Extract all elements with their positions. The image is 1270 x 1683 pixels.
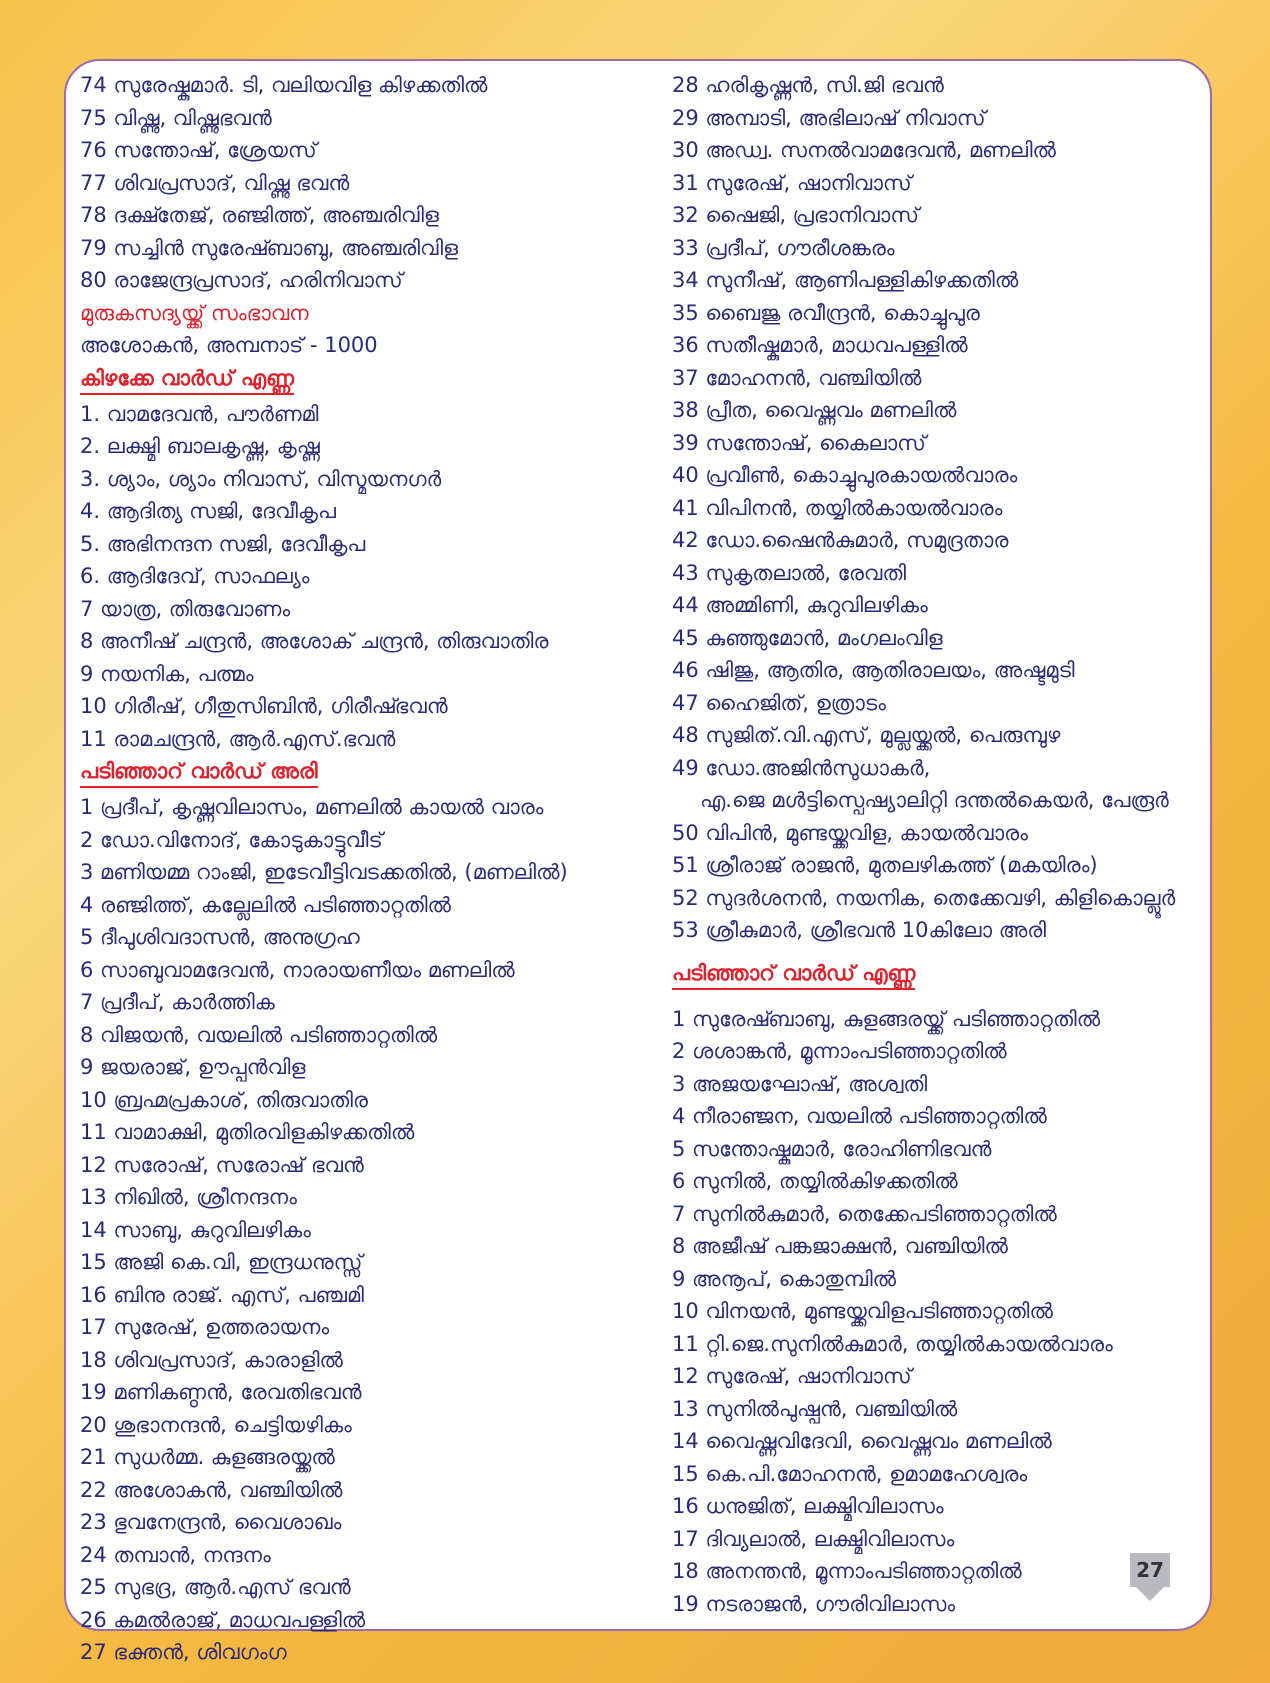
list-item: 13 നിഖിൽ, ശ്രീനന്ദനം	[80, 1185, 297, 1209]
list-item: 35 ബൈജു രവീന്ദ്രൻ, കൊച്ചുപുര	[672, 300, 980, 325]
list-item: 20 ശുഭാനന്ദൻ, ചെട്ടിയഴികം	[80, 1412, 352, 1437]
list-item: 30 അഡ്വ. സനൽവാമദേവൻ, മണലിൽ	[672, 138, 1056, 162]
list-item: 2 ഡോ.വിനോദ്, കോടുകാട്ടുവീട്	[80, 827, 383, 852]
list-item: 5 സന്തോഷ്കുമാർ, രോഹിണിഭവൻ	[672, 1136, 992, 1161]
list-item: 29 അമ്പാടി, അഭിലാഷ് നിവാസ്	[672, 105, 986, 130]
list-item: 33 പ്രദീപ്, ഗൗരീശങ്കരം	[672, 235, 895, 260]
list-item: 42 ഡോ.ഷൈൻകുമാർ, സമുദ്രതാര	[672, 528, 1009, 552]
list-item: 75 വിഷ്ണു, വിഷ്ണുഭവൻ	[80, 105, 272, 130]
list-item: 4. ആദിത്യ സജി, ദേവീകൃപ	[80, 499, 336, 523]
list-item: 10 ഗിരീഷ്, ഗീതുസിബിൻ, ഗിരീഷ്ഭവൻ	[80, 694, 448, 718]
list-item: 9 അനൂപ്, കൊതുമ്പിൽ	[672, 1266, 897, 1291]
list-item: 2 ശശാങ്കൻ, മൂന്നാംപടിഞ്ഞാറ്റതിൽ	[672, 1039, 1007, 1063]
list-item: 3. ശ്യാം, ശ്യാം നിവാസ്, വിസ്മയനഗർ	[80, 466, 442, 491]
list-item: 18 ശിവപ്രസാദ്, കാരാളിൽ	[80, 1347, 343, 1372]
list-item: 1 പ്രദീപ്, കൃഷ്ണവിലാസം, മണലിൽ കായൽ വാരം	[80, 795, 544, 819]
list-item: 9 നയനിക, പത്മം	[80, 661, 254, 686]
list-item: 79 സച്ചിൻ സുരേഷ്ബാബു, അഞ്ചരിവിള	[80, 235, 458, 260]
list-item: 17 സുരേഷ്, ഉത്തരായനം	[80, 1315, 330, 1339]
list-item: 11 രാമചന്ദ്രൻ, ആർ.എസ്.ഭവൻ	[80, 726, 396, 751]
list-item: 48 സുജിത്.വി.എസ്, മുല്ലയ്ക്കൽ, പെരുമ്പുഴ	[672, 723, 1061, 747]
list-item: 9 ജയരാജ്, ഊപ്പൻവിള	[80, 1055, 306, 1079]
list-item: 13 സുനിൽപുഷ്പൻ, വഞ്ചിയിൽ	[672, 1396, 958, 1421]
list-item: 14 സാബു, കുറുവിലഴികം	[80, 1217, 311, 1242]
list-item: 28 ഹരികൃഷ്ണൻ, സി.ജി ഭവൻ	[672, 73, 944, 97]
list-item: 3 അജയഘോഷ്, അശ്വതി	[672, 1071, 928, 1096]
list-item: 18 അനന്തൻ, മൂന്നാംപടിഞ്ഞാറ്റതിൽ	[672, 1559, 1022, 1583]
list-item: 53 ശ്രീകുമാർ, ശ്രീഭവൻ 10കിലോ അരി	[672, 918, 1047, 942]
list-item: 8 വിജയൻ, വയലിൽ പടിഞ്ഞാറ്റതിൽ	[80, 1022, 438, 1047]
list-item: 52 സുദർശനൻ, നയനിക, തെക്കേവഴി, കിളികൊല്ലൂർ	[672, 885, 1176, 910]
donation-line: അശോകൻ, അമ്പനാട് - 1000	[80, 333, 378, 357]
list-item: 25 സുഭദ്ര, ആർ.എസ് ഭവൻ	[80, 1575, 351, 1599]
list-item: 16 ധനുജിത്, ലക്ഷ്മിവിലാസം	[672, 1494, 944, 1518]
list-item: 15 അജി കെ.വി, ഇന്ദ്രധനുസ്സ്	[80, 1250, 363, 1274]
list-item: 78 ദക്ഷ്തേജ്, രഞ്ജിത്ത്, അഞ്ചരിവിള	[80, 203, 439, 227]
list-item: 24 തമ്പാൻ, നന്ദനം	[80, 1542, 271, 1567]
list-item: 6 സാബുവാമദേവൻ, നാരായണീയം മണലിൽ	[80, 957, 515, 982]
list-item: 40 പ്രവീൺ, കൊച്ചുപുരകായൽവാരം	[672, 463, 1018, 487]
list-item: 4 രഞ്ജിത്ത്, കല്ലേലിൽ പടിഞ്ഞാറ്റതിൽ	[80, 892, 451, 917]
list-item: 23 ഭുവനേന്ദ്രൻ, വൈശാഖം	[80, 1510, 342, 1534]
list-item: 27 ഭക്തൻ, ശിവഗംഗ	[80, 1640, 287, 1664]
list-item: 1. വാമദേവൻ, പൗർണമി	[80, 401, 319, 426]
list-item: 10 ബ്രഹ്മപ്രകാശ്, തിരുവാതിര	[80, 1087, 368, 1112]
list-item: 1 സുരേഷ്ബാബു, കുളങ്ങരയ്ക്ക് പടിഞ്ഞാറ്റതിൽ	[672, 1006, 1101, 1031]
content-panel	[64, 59, 1212, 1664]
list-item: 37 മോഹനൻ, വഞ്ചിയിൽ	[672, 365, 922, 390]
list-item: 77 ശിവപ്രസാദ്, വിഷ്ണു ഭവൻ	[80, 170, 350, 195]
list-item: 22 അശോകൻ, വഞ്ചിയിൽ	[80, 1477, 343, 1502]
list-item: 19 നടരാജൻ, ഗൗരിവിലാസം	[672, 1591, 956, 1616]
list-item: 5 ദീപുശിവദാസൻ, അനുഗ്രഹ	[80, 925, 360, 949]
list-item: 74 സുരേഷ്കുമാർ. ടി, വലിയവിള കിഴക്കതിൽ	[80, 73, 488, 97]
list-item: 41 വിപിനൻ, തയ്യിൽകായൽവാരം	[672, 495, 1003, 520]
list-item: 7 സുനിൽകുമാർ, തെക്കേപടിഞ്ഞാറ്റതിൽ	[672, 1201, 1057, 1226]
list-item: 80 രാജേന്ദ്രപ്രസാദ്, ഹരിനിവാസ്	[80, 268, 403, 292]
list-item: 51 ശ്രീരാജ് രാജൻ, മുതലഴികത്ത് (മകയിരം)	[672, 853, 1098, 877]
right-column	[672, 69, 1212, 1620]
list-item: 3 മണിയമ്മ റാംജി, ഇടേവീട്ടിവടക്കതിൽ, (മണലിൽ)	[80, 860, 568, 884]
list-item: 10 വിനയൻ, മുണ്ടയ്ക്കവിളപടിഞ്ഞാറ്റതിൽ	[672, 1299, 1053, 1323]
list-item: 8 അജീഷ് പങ്കജാക്ഷൻ, വഞ്ചിയിൽ	[672, 1234, 1008, 1258]
list-item: 14 വൈഷ്ണവിദേവി, വൈഷ്ണവം മണലിൽ	[672, 1429, 1052, 1453]
list-item: 12 സുരേഷ്, ഷാനിവാസ്	[672, 1364, 912, 1388]
list-item: 49 ഡോ.അജിൻസുധാകർ,	[672, 755, 931, 780]
list-item: 43 സുകൃതലാൽ, രേവതി	[672, 560, 907, 585]
list-item: 31 സുരേഷ്, ഷാനിവാസ്	[672, 170, 912, 195]
list-item: 7 പ്രദീപ്, കാർത്തിക	[80, 990, 275, 1014]
list-item: 17 ദിവ്യലാൽ, ലക്ഷ്മിവിലാസം	[672, 1526, 955, 1551]
list-item: 4 നീരാഞ്ജന, വയലിൽ പടിഞ്ഞാറ്റതിൽ	[672, 1104, 1047, 1128]
west-rice-heading: പടിഞ്ഞാറ് വാർഡ് അരി	[80, 756, 318, 788]
list-item: 26 കമൽരാജ്, മാധവപള്ളിൽ	[80, 1607, 366, 1632]
list-item: 50 വിപിൻ, മുണ്ടയ്ക്കവിള, കായൽവാരം	[672, 820, 1028, 845]
list-item: 47 ഹൈജിത്, ഉത്രാടം	[672, 690, 886, 715]
east-oil-heading: കിഴക്കേ വാർഡ് എണ്ണ	[80, 363, 294, 395]
list-item: 44 അമ്മിണി, കുറുവിലഴികം	[672, 593, 928, 617]
list-item: 45 കുഞ്ഞുമോൻ, മംഗലംവിള	[672, 625, 943, 650]
list-item: 76 സന്തോഷ്, ശ്രേയസ്	[80, 138, 317, 162]
list-item: 46 ഷിജു, ആതിര, ആതിരാലയം, അഷ്ടമുടി	[672, 658, 1075, 682]
donation-heading: മുരുകസദ്യയ്ക്ക് സംഭാവന	[80, 300, 309, 325]
list-item: 19 മണികണ്ഠൻ, രേവതിഭവൻ	[80, 1380, 362, 1404]
list-item: 7 യാത്ര, തിരുവോണം	[80, 596, 291, 621]
list-item: 12 സരോഷ്, സരോഷ് ഭവൻ	[80, 1152, 364, 1177]
west-oil-heading: പടിഞ്ഞാറ് വാർഡ് എണ്ണ	[672, 958, 915, 990]
list-item: 2. ലക്ഷ്മി ബാലകൃഷ്ണ, കൃഷ്ണ	[80, 434, 320, 458]
list-item: 15 കെ.പി.മോഹനൻ, ഉമാമഹേശ്വരം	[672, 1461, 1028, 1486]
list-item: 5. അഭിനന്ദന സജി, ദേവീകൃപ	[80, 531, 366, 556]
list-item: 8 അനീഷ് ചന്ദ്രൻ, അശോക് ചന്ദ്രൻ, തിരുവാതിര	[80, 629, 549, 653]
list-item-continuation: എ.ജെ മൾട്ടിസ്പെഷ്യാലിറ്റി ദന്തൽകെയർ, പേരൂർ	[700, 788, 1169, 812]
list-item: 36 സതീഷ്കുമാർ, മാധവപള്ളിൽ	[672, 333, 968, 357]
list-item: 38 പ്രീത, വൈഷ്ണവം മണലിൽ	[672, 398, 957, 422]
list-item: 39 സന്തോഷ്, കൈലാസ്	[672, 430, 926, 455]
list-item: 21 സുധർമ്മ. കുളങ്ങരയ്ക്കൽ	[80, 1445, 335, 1469]
list-item: 6. ആദിദേവ്, സാഫല്യം	[80, 564, 310, 588]
list-item: 11 റ്റി.ജെ.സുനിൽകുമാർ, തയ്യിൽകായൽവാരം	[672, 1331, 1113, 1356]
list-item: 34 സുനീഷ്, ആണിപള്ളികിഴക്കതിൽ	[672, 268, 1019, 292]
list-item: 32 ഷൈജി, പ്രഭാനിവാസ്	[672, 203, 920, 227]
page-number: 27	[1130, 1553, 1170, 1587]
list-item: 6 സുനിൽ, തയ്യിൽകിഴക്കതിൽ	[672, 1169, 958, 1193]
list-item: 16 ബിനു രാജ്. എസ്, പഞ്ചമി	[80, 1282, 364, 1307]
list-item: 11 വാമാക്ഷി, മുതിരവിളകിഴക്കതിൽ	[80, 1120, 415, 1144]
left-column	[80, 69, 660, 1669]
